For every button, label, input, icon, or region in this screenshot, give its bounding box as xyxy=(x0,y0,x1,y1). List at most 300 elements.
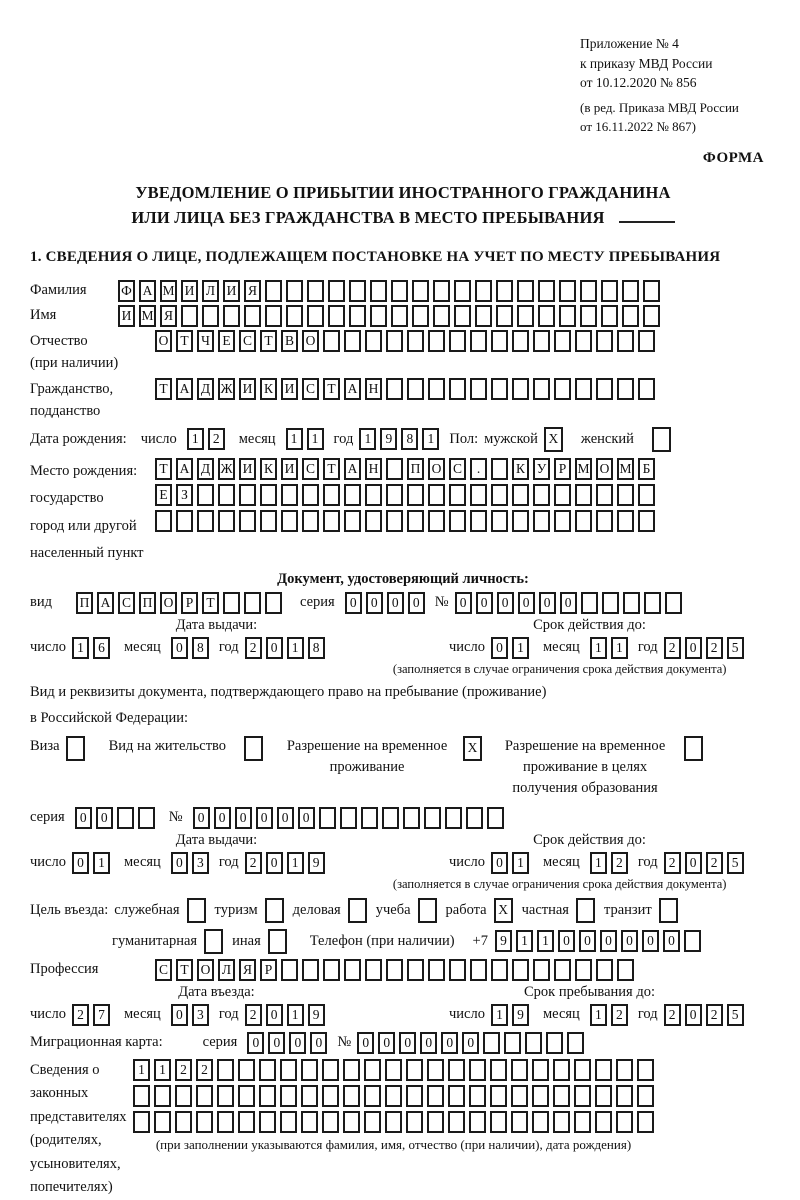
char-cell[interactable]: 0 xyxy=(558,930,575,952)
char-cell[interactable]: 1 xyxy=(359,428,376,450)
char-cell[interactable]: Ф xyxy=(118,280,135,302)
char-cell[interactable]: 1 xyxy=(537,930,554,952)
char-cell[interactable] xyxy=(554,959,571,981)
char-cell[interactable]: 0 xyxy=(399,1032,416,1054)
char-cell[interactable] xyxy=(533,330,550,352)
char-cell[interactable]: 0 xyxy=(579,930,596,952)
char-cell[interactable] xyxy=(259,1085,276,1107)
char-cell[interactable]: 2 xyxy=(245,852,262,874)
checkbox-cell[interactable] xyxy=(652,427,671,452)
char-cell[interactable] xyxy=(596,330,613,352)
char-cell[interactable] xyxy=(596,510,613,532)
char-cell[interactable] xyxy=(596,484,613,506)
char-cell[interactable] xyxy=(449,510,466,532)
char-cell[interactable] xyxy=(574,1085,591,1107)
char-cell[interactable] xyxy=(343,1111,360,1133)
char-cell[interactable]: 8 xyxy=(308,637,325,659)
char-cell[interactable] xyxy=(154,1085,171,1107)
char-cell[interactable]: С xyxy=(302,458,319,480)
char-cell[interactable]: 0 xyxy=(685,1004,702,1026)
char-cell[interactable]: 1 xyxy=(590,1004,607,1026)
checkbox-cell[interactable] xyxy=(244,736,263,761)
char-cell[interactable] xyxy=(196,1111,213,1133)
char-cell[interactable]: 0 xyxy=(539,592,556,614)
char-cell[interactable]: Н xyxy=(365,378,382,400)
char-cell[interactable]: 2 xyxy=(245,637,262,659)
char-cell[interactable]: 0 xyxy=(491,637,508,659)
char-cell[interactable] xyxy=(133,1111,150,1133)
char-cell[interactable] xyxy=(322,1085,339,1107)
char-cell[interactable]: 0 xyxy=(310,1032,327,1054)
char-cell[interactable] xyxy=(281,484,298,506)
char-cell[interactable]: Д xyxy=(197,458,214,480)
char-cell[interactable]: 0 xyxy=(75,807,92,829)
char-cell[interactable] xyxy=(370,280,387,302)
char-cell[interactable] xyxy=(281,959,298,981)
char-cell[interactable] xyxy=(427,1059,444,1081)
char-cell[interactable] xyxy=(638,378,655,400)
char-cell[interactable] xyxy=(322,1059,339,1081)
char-cell[interactable] xyxy=(281,510,298,532)
char-cell[interactable] xyxy=(512,330,529,352)
char-cell[interactable]: 1 xyxy=(491,1004,508,1026)
char-cell[interactable]: О xyxy=(197,959,214,981)
char-cell[interactable]: И xyxy=(281,458,298,480)
char-cell[interactable]: 1 xyxy=(154,1059,171,1081)
char-cell[interactable]: 8 xyxy=(401,428,418,450)
char-cell[interactable] xyxy=(575,959,592,981)
char-cell[interactable] xyxy=(533,959,550,981)
char-cell[interactable] xyxy=(553,1085,570,1107)
char-cell[interactable] xyxy=(490,1059,507,1081)
char-cell[interactable] xyxy=(454,280,471,302)
char-cell[interactable] xyxy=(244,592,261,614)
char-cell[interactable] xyxy=(344,330,361,352)
char-cell[interactable]: М xyxy=(575,458,592,480)
char-cell[interactable]: 0 xyxy=(289,1032,306,1054)
char-cell[interactable]: 2 xyxy=(706,1004,723,1026)
char-cell[interactable] xyxy=(286,305,303,327)
char-cell[interactable]: Т xyxy=(176,330,193,352)
char-cell[interactable] xyxy=(301,1111,318,1133)
char-cell[interactable]: 0 xyxy=(357,1032,374,1054)
char-cell[interactable]: 1 xyxy=(187,428,204,450)
char-cell[interactable]: Р xyxy=(181,592,198,614)
char-cell[interactable] xyxy=(364,1085,381,1107)
char-cell[interactable] xyxy=(511,1111,528,1133)
char-cell[interactable]: 0 xyxy=(266,1004,283,1026)
char-cell[interactable]: Л xyxy=(218,959,235,981)
char-cell[interactable] xyxy=(617,378,634,400)
char-cell[interactable] xyxy=(433,280,450,302)
char-cell[interactable]: Е xyxy=(155,484,172,506)
char-cell[interactable] xyxy=(386,959,403,981)
char-cell[interactable]: Я xyxy=(244,280,261,302)
char-cell[interactable] xyxy=(155,510,172,532)
char-cell[interactable]: О xyxy=(596,458,613,480)
char-cell[interactable]: 0 xyxy=(266,852,283,874)
char-cell[interactable]: 9 xyxy=(512,1004,529,1026)
char-cell[interactable] xyxy=(684,930,701,952)
char-cell[interactable] xyxy=(265,592,282,614)
char-cell[interactable]: Ж xyxy=(218,378,235,400)
char-cell[interactable]: 5 xyxy=(727,637,744,659)
char-cell[interactable] xyxy=(175,1111,192,1133)
checkbox-cell[interactable] xyxy=(348,898,367,923)
char-cell[interactable] xyxy=(344,510,361,532)
char-cell[interactable]: О xyxy=(155,330,172,352)
char-cell[interactable]: 0 xyxy=(298,807,315,829)
char-cell[interactable] xyxy=(490,1085,507,1107)
char-cell[interactable] xyxy=(175,1085,192,1107)
char-cell[interactable] xyxy=(361,807,378,829)
checkbox-cell[interactable] xyxy=(576,898,595,923)
char-cell[interactable] xyxy=(491,959,508,981)
char-cell[interactable] xyxy=(448,1085,465,1107)
char-cell[interactable]: А xyxy=(176,458,193,480)
char-cell[interactable] xyxy=(323,484,340,506)
char-cell[interactable] xyxy=(496,305,513,327)
char-cell[interactable] xyxy=(517,280,534,302)
char-cell[interactable] xyxy=(328,305,345,327)
char-cell[interactable] xyxy=(638,510,655,532)
char-cell[interactable]: 8 xyxy=(192,637,209,659)
char-cell[interactable] xyxy=(302,510,319,532)
char-cell[interactable]: 1 xyxy=(590,852,607,874)
char-cell[interactable]: 0 xyxy=(642,930,659,952)
char-cell[interactable]: О xyxy=(160,592,177,614)
char-cell[interactable] xyxy=(554,330,571,352)
char-cell[interactable]: С xyxy=(118,592,135,614)
char-cell[interactable] xyxy=(574,1059,591,1081)
char-cell[interactable] xyxy=(280,1111,297,1133)
char-cell[interactable]: 2 xyxy=(664,852,681,874)
char-cell[interactable] xyxy=(223,592,240,614)
char-cell[interactable] xyxy=(412,280,429,302)
char-cell[interactable] xyxy=(637,1085,654,1107)
char-cell[interactable]: 1 xyxy=(286,428,303,450)
char-cell[interactable]: К xyxy=(512,458,529,480)
char-cell[interactable] xyxy=(427,1085,444,1107)
char-cell[interactable] xyxy=(512,378,529,400)
char-cell[interactable] xyxy=(239,484,256,506)
char-cell[interactable]: С xyxy=(302,378,319,400)
char-cell[interactable]: Т xyxy=(260,330,277,352)
char-cell[interactable] xyxy=(412,305,429,327)
char-cell[interactable]: К xyxy=(260,378,277,400)
char-cell[interactable]: И xyxy=(281,378,298,400)
checkbox-cell[interactable] xyxy=(187,898,206,923)
char-cell[interactable]: 0 xyxy=(96,807,113,829)
char-cell[interactable] xyxy=(319,807,336,829)
char-cell[interactable] xyxy=(323,510,340,532)
char-cell[interactable]: 2 xyxy=(196,1059,213,1081)
char-cell[interactable] xyxy=(466,807,483,829)
char-cell[interactable] xyxy=(133,1085,150,1107)
char-cell[interactable] xyxy=(386,378,403,400)
char-cell[interactable]: 5 xyxy=(727,852,744,874)
char-cell[interactable] xyxy=(575,330,592,352)
char-cell[interactable]: И xyxy=(239,458,256,480)
char-cell[interactable] xyxy=(595,1111,612,1133)
char-cell[interactable] xyxy=(553,1111,570,1133)
char-cell[interactable] xyxy=(307,305,324,327)
char-cell[interactable] xyxy=(197,484,214,506)
char-cell[interactable] xyxy=(223,305,240,327)
char-cell[interactable]: 0 xyxy=(268,1032,285,1054)
char-cell[interactable]: Т xyxy=(155,378,172,400)
char-cell[interactable] xyxy=(491,510,508,532)
char-cell[interactable] xyxy=(445,807,462,829)
char-cell[interactable] xyxy=(491,378,508,400)
char-cell[interactable]: Т xyxy=(155,458,172,480)
char-cell[interactable]: 2 xyxy=(706,637,723,659)
char-cell[interactable]: И xyxy=(239,378,256,400)
char-cell[interactable]: 0 xyxy=(214,807,231,829)
char-cell[interactable]: 0 xyxy=(366,592,383,614)
char-cell[interactable] xyxy=(532,1085,549,1107)
char-cell[interactable] xyxy=(580,305,597,327)
char-cell[interactable] xyxy=(616,1085,633,1107)
char-cell[interactable] xyxy=(643,280,660,302)
char-cell[interactable]: М xyxy=(139,305,156,327)
char-cell[interactable] xyxy=(343,1059,360,1081)
char-cell[interactable]: 1 xyxy=(512,852,529,874)
char-cell[interactable]: 0 xyxy=(193,807,210,829)
checkbox-cell[interactable]: X xyxy=(544,427,563,452)
char-cell[interactable] xyxy=(349,305,366,327)
char-cell[interactable] xyxy=(643,305,660,327)
char-cell[interactable] xyxy=(622,280,639,302)
char-cell[interactable] xyxy=(554,484,571,506)
checkbox-cell[interactable]: X xyxy=(463,736,482,761)
char-cell[interactable]: 5 xyxy=(727,1004,744,1026)
char-cell[interactable]: П xyxy=(76,592,93,614)
char-cell[interactable] xyxy=(512,510,529,532)
char-cell[interactable] xyxy=(323,959,340,981)
char-cell[interactable] xyxy=(428,510,445,532)
char-cell[interactable]: С xyxy=(239,330,256,352)
char-cell[interactable] xyxy=(385,1059,402,1081)
char-cell[interactable]: А xyxy=(176,378,193,400)
char-cell[interactable] xyxy=(433,305,450,327)
char-cell[interactable]: 0 xyxy=(476,592,493,614)
char-cell[interactable] xyxy=(328,280,345,302)
char-cell[interactable] xyxy=(301,1059,318,1081)
char-cell[interactable]: К xyxy=(260,458,277,480)
char-cell[interactable] xyxy=(449,484,466,506)
char-cell[interactable]: 0 xyxy=(462,1032,479,1054)
char-cell[interactable]: 9 xyxy=(308,852,325,874)
char-cell[interactable] xyxy=(307,280,324,302)
char-cell[interactable] xyxy=(617,330,634,352)
checkbox-cell[interactable] xyxy=(684,736,703,761)
char-cell[interactable]: 0 xyxy=(441,1032,458,1054)
char-cell[interactable]: 2 xyxy=(72,1004,89,1026)
char-cell[interactable]: 0 xyxy=(663,930,680,952)
char-cell[interactable] xyxy=(407,484,424,506)
char-cell[interactable] xyxy=(470,484,487,506)
char-cell[interactable] xyxy=(407,378,424,400)
char-cell[interactable] xyxy=(197,510,214,532)
char-cell[interactable] xyxy=(428,959,445,981)
char-cell[interactable] xyxy=(596,959,613,981)
char-cell[interactable] xyxy=(617,959,634,981)
char-cell[interactable] xyxy=(322,1111,339,1133)
char-cell[interactable]: 0 xyxy=(518,592,535,614)
char-cell[interactable]: В xyxy=(281,330,298,352)
char-cell[interactable]: 9 xyxy=(308,1004,325,1026)
char-cell[interactable]: 0 xyxy=(455,592,472,614)
char-cell[interactable]: Ж xyxy=(218,458,235,480)
char-cell[interactable]: 1 xyxy=(422,428,439,450)
char-cell[interactable] xyxy=(637,1059,654,1081)
char-cell[interactable] xyxy=(601,305,618,327)
char-cell[interactable] xyxy=(260,510,277,532)
char-cell[interactable] xyxy=(533,378,550,400)
char-cell[interactable] xyxy=(364,1111,381,1133)
char-cell[interactable]: 0 xyxy=(491,852,508,874)
char-cell[interactable]: М xyxy=(160,280,177,302)
char-cell[interactable] xyxy=(449,330,466,352)
char-cell[interactable] xyxy=(449,378,466,400)
char-cell[interactable] xyxy=(238,1085,255,1107)
char-cell[interactable]: А xyxy=(344,378,361,400)
char-cell[interactable] xyxy=(665,592,682,614)
char-cell[interactable]: П xyxy=(139,592,156,614)
char-cell[interactable] xyxy=(623,592,640,614)
char-cell[interactable] xyxy=(496,280,513,302)
char-cell[interactable]: 9 xyxy=(495,930,512,952)
char-cell[interactable] xyxy=(181,305,198,327)
char-cell[interactable] xyxy=(638,484,655,506)
char-cell[interactable]: 2 xyxy=(175,1059,192,1081)
checkbox-cell[interactable]: X xyxy=(494,898,513,923)
char-cell[interactable]: Я xyxy=(160,305,177,327)
char-cell[interactable] xyxy=(217,1085,234,1107)
char-cell[interactable]: 2 xyxy=(664,637,681,659)
char-cell[interactable]: 0 xyxy=(408,592,425,614)
checkbox-cell[interactable] xyxy=(659,898,678,923)
char-cell[interactable] xyxy=(538,280,555,302)
char-cell[interactable] xyxy=(616,1111,633,1133)
char-cell[interactable]: 0 xyxy=(685,852,702,874)
char-cell[interactable] xyxy=(259,1111,276,1133)
char-cell[interactable] xyxy=(406,1085,423,1107)
char-cell[interactable] xyxy=(407,330,424,352)
char-cell[interactable] xyxy=(280,1085,297,1107)
char-cell[interactable] xyxy=(428,330,445,352)
char-cell[interactable]: 0 xyxy=(266,637,283,659)
char-cell[interactable] xyxy=(491,330,508,352)
char-cell[interactable] xyxy=(428,484,445,506)
char-cell[interactable] xyxy=(483,1032,500,1054)
char-cell[interactable] xyxy=(622,305,639,327)
char-cell[interactable]: 2 xyxy=(706,852,723,874)
char-cell[interactable] xyxy=(580,280,597,302)
char-cell[interactable] xyxy=(385,1085,402,1107)
char-cell[interactable]: О xyxy=(302,330,319,352)
char-cell[interactable]: 0 xyxy=(685,637,702,659)
char-cell[interactable] xyxy=(533,510,550,532)
char-cell[interactable] xyxy=(601,280,618,302)
char-cell[interactable]: И xyxy=(181,280,198,302)
checkbox-cell[interactable] xyxy=(204,929,223,954)
char-cell[interactable] xyxy=(202,305,219,327)
char-cell[interactable] xyxy=(391,305,408,327)
char-cell[interactable]: Я xyxy=(239,959,256,981)
char-cell[interactable]: 0 xyxy=(171,637,188,659)
char-cell[interactable]: 0 xyxy=(560,592,577,614)
char-cell[interactable]: А xyxy=(97,592,114,614)
char-cell[interactable]: 0 xyxy=(621,930,638,952)
char-cell[interactable]: Б xyxy=(638,458,655,480)
char-cell[interactable]: П xyxy=(407,458,424,480)
char-cell[interactable]: С xyxy=(155,959,172,981)
char-cell[interactable] xyxy=(470,510,487,532)
char-cell[interactable] xyxy=(532,1111,549,1133)
char-cell[interactable] xyxy=(454,305,471,327)
char-cell[interactable] xyxy=(386,330,403,352)
char-cell[interactable] xyxy=(517,305,534,327)
char-cell[interactable] xyxy=(138,807,155,829)
char-cell[interactable]: Л xyxy=(202,280,219,302)
char-cell[interactable] xyxy=(428,378,445,400)
char-cell[interactable] xyxy=(491,484,508,506)
char-cell[interactable] xyxy=(365,959,382,981)
checkbox-cell[interactable] xyxy=(265,898,284,923)
char-cell[interactable] xyxy=(382,807,399,829)
char-cell[interactable]: И xyxy=(118,305,135,327)
char-cell[interactable]: 0 xyxy=(256,807,273,829)
char-cell[interactable]: 2 xyxy=(611,852,628,874)
char-cell[interactable] xyxy=(567,1032,584,1054)
char-cell[interactable]: А xyxy=(139,280,156,302)
char-cell[interactable]: З xyxy=(176,484,193,506)
char-cell[interactable] xyxy=(602,592,619,614)
char-cell[interactable] xyxy=(344,959,361,981)
char-cell[interactable] xyxy=(511,1085,528,1107)
char-cell[interactable]: 0 xyxy=(345,592,362,614)
char-cell[interactable]: У xyxy=(533,458,550,480)
char-cell[interactable] xyxy=(554,378,571,400)
char-cell[interactable]: 9 xyxy=(380,428,397,450)
char-cell[interactable] xyxy=(644,592,661,614)
char-cell[interactable] xyxy=(581,592,598,614)
char-cell[interactable]: Н xyxy=(365,458,382,480)
char-cell[interactable] xyxy=(403,807,420,829)
char-cell[interactable] xyxy=(512,959,529,981)
char-cell[interactable] xyxy=(217,1111,234,1133)
char-cell[interactable] xyxy=(427,1111,444,1133)
char-cell[interactable] xyxy=(286,280,303,302)
char-cell[interactable]: 2 xyxy=(664,1004,681,1026)
char-cell[interactable] xyxy=(238,1111,255,1133)
checkbox-cell[interactable] xyxy=(268,929,287,954)
char-cell[interactable] xyxy=(470,378,487,400)
char-cell[interactable]: 0 xyxy=(420,1032,437,1054)
char-cell[interactable]: 0 xyxy=(247,1032,264,1054)
char-cell[interactable] xyxy=(244,305,261,327)
char-cell[interactable]: Д xyxy=(197,378,214,400)
char-cell[interactable]: Е xyxy=(218,330,235,352)
char-cell[interactable] xyxy=(154,1111,171,1133)
char-cell[interactable] xyxy=(469,1085,486,1107)
char-cell[interactable] xyxy=(260,484,277,506)
char-cell[interactable]: Т xyxy=(323,458,340,480)
char-cell[interactable] xyxy=(424,807,441,829)
char-cell[interactable]: Ч xyxy=(197,330,214,352)
